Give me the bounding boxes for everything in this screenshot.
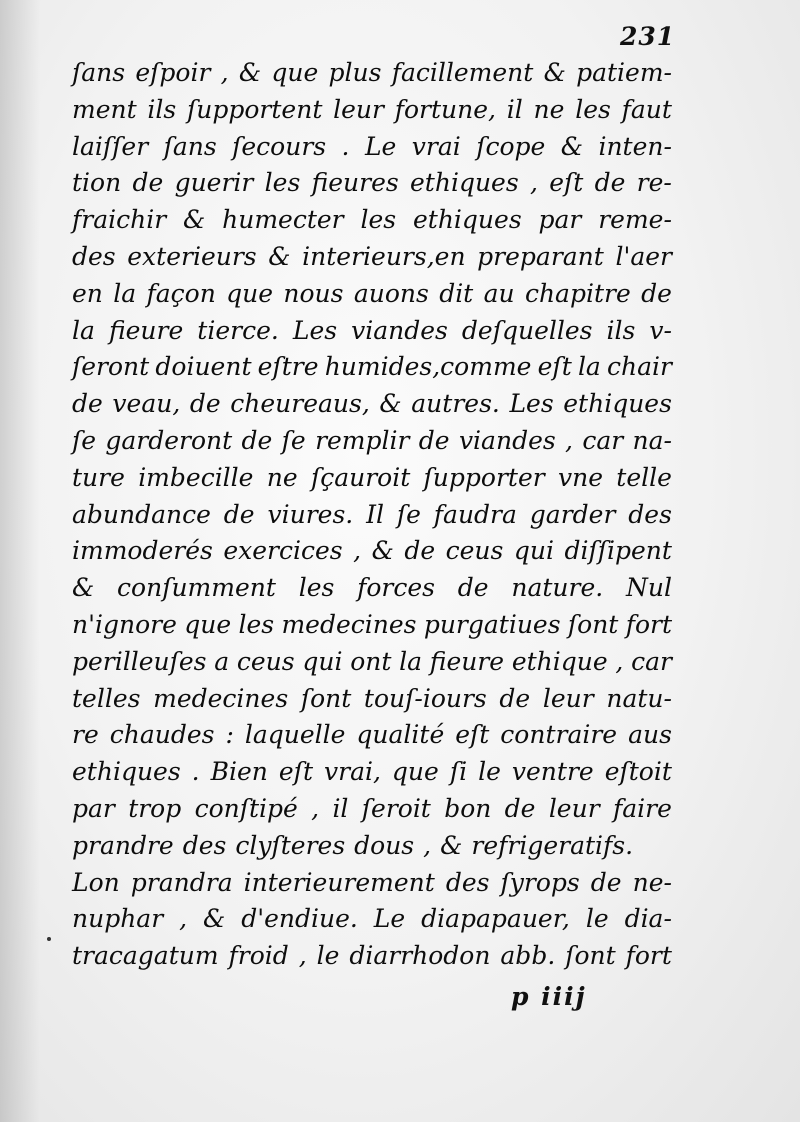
word: immoderés: [72, 536, 213, 566]
word: le: [316, 941, 340, 971]
word: de: [504, 793, 536, 823]
word: chapitre: [524, 278, 631, 308]
word: &: [440, 830, 463, 860]
word: de: [499, 683, 531, 713]
word: tracagatum: [72, 941, 219, 971]
word: ſont: [567, 609, 619, 639]
word: les: [298, 573, 335, 603]
word: garder: [529, 499, 616, 529]
word: qualité: [356, 720, 445, 750]
word: ,: [220, 58, 229, 87]
word: n'ignore: [72, 609, 177, 639]
word: de: [457, 573, 489, 603]
text-line: [72, 901, 672, 938]
word: forces: [357, 573, 435, 603]
word: ,: [423, 830, 432, 860]
word: ſyrops: [500, 867, 580, 897]
word: leur: [542, 683, 594, 713]
word: prandre: [72, 830, 174, 860]
text-line: [72, 92, 672, 129]
word: ethiques: [72, 757, 181, 787]
word: Les: [509, 389, 554, 419]
word: vrai: [411, 131, 461, 161]
word: inten-: [598, 131, 672, 161]
word: les: [575, 94, 611, 124]
word: autres.: [411, 389, 500, 419]
word: medecines: [153, 683, 289, 713]
word: re-: [636, 168, 672, 198]
text-line: [72, 754, 672, 791]
word: de: [404, 536, 436, 566]
word: ſupportent: [187, 94, 323, 124]
word: &: [379, 389, 402, 419]
word: ,: [311, 793, 320, 823]
word: ,: [615, 646, 624, 676]
word: perilleuſes: [72, 646, 207, 676]
word: de: [594, 168, 626, 198]
word: d'endiue.: [241, 904, 358, 934]
word: qui: [302, 646, 343, 676]
word: fieure: [108, 315, 184, 345]
word: les: [360, 205, 397, 235]
word: vrai,: [324, 757, 381, 787]
word: fieure: [429, 646, 505, 676]
word: &: [268, 241, 291, 271]
word: &: [183, 205, 206, 235]
word: des: [445, 867, 490, 897]
text-line: [72, 165, 672, 202]
word: la: [72, 315, 95, 345]
word: tierce.: [197, 315, 279, 345]
word: cheureaus,: [230, 389, 370, 419]
word: trop: [128, 793, 182, 823]
text-line: [72, 938, 672, 975]
word: doiuent: [155, 352, 252, 382]
word: telle: [616, 462, 672, 492]
word: remplir: [315, 425, 410, 455]
word: ſe: [396, 499, 421, 529]
word: viures.: [267, 499, 354, 529]
word: ,: [529, 168, 538, 198]
word: il: [506, 94, 523, 124]
text-line: [72, 460, 672, 497]
word: par: [538, 205, 582, 235]
word: telles: [72, 683, 141, 713]
word: laquelle: [244, 720, 346, 750]
word: les: [264, 168, 301, 198]
word: qui: [513, 536, 554, 566]
word: conſumment: [117, 573, 276, 603]
ink-speck: [47, 937, 51, 941]
word: ,: [565, 425, 573, 455]
word: nous: [283, 278, 344, 308]
word: a: [214, 646, 230, 676]
word: l'aer: [615, 241, 672, 271]
text-line: [72, 55, 672, 92]
word: tion: [72, 168, 122, 198]
word: &: [238, 58, 262, 87]
word: exterieurs: [127, 241, 257, 271]
word: des: [182, 830, 227, 860]
text-line: [72, 791, 672, 828]
word: aus: [628, 720, 672, 750]
text-line: [72, 717, 672, 754]
word: ont: [350, 646, 392, 676]
word: auons: [353, 278, 429, 308]
word: :: [225, 720, 234, 750]
word: contraire: [500, 720, 618, 750]
word: de: [641, 278, 672, 308]
word: Nul: [626, 573, 672, 603]
text-line: [72, 313, 672, 350]
word: &: [203, 904, 226, 934]
word: leur: [548, 793, 600, 823]
word: la: [399, 646, 423, 676]
word: ſans: [72, 58, 126, 87]
word: ſcope: [476, 131, 546, 161]
word: Bien: [210, 757, 268, 787]
word: plus: [328, 58, 382, 87]
word: preparant: [477, 241, 604, 271]
word: car: [631, 646, 672, 676]
word: ſeront: [72, 352, 150, 382]
word: le: [585, 904, 609, 934]
word: ils: [606, 315, 636, 345]
word: faudra: [433, 499, 517, 529]
word: eſt: [455, 720, 490, 750]
word: en: [72, 278, 103, 308]
word: exercices: [223, 536, 343, 566]
text-line: [72, 276, 672, 313]
word: &: [371, 536, 394, 566]
word: Le: [364, 131, 397, 161]
text-line: [72, 349, 672, 386]
text-line: [72, 497, 672, 534]
word: ethiques: [563, 389, 672, 419]
word: .: [191, 757, 200, 787]
word: fort: [625, 941, 672, 971]
word: fort: [625, 609, 672, 639]
word: Le: [373, 904, 406, 934]
word: ethiques: [412, 205, 522, 235]
text-line: [72, 644, 672, 681]
word: des: [72, 241, 116, 271]
word: il: [332, 793, 349, 823]
word: ſont: [300, 683, 352, 713]
word: abundance: [72, 499, 211, 529]
word: abb.: [500, 941, 556, 971]
word: fieures: [311, 168, 399, 198]
word: humecter: [222, 205, 344, 235]
word: eſt: [537, 352, 572, 382]
word: que: [184, 609, 232, 639]
text-line: [72, 533, 672, 570]
text-line: [72, 570, 672, 607]
word: chair: [607, 352, 672, 382]
word: touſ-iours: [363, 683, 487, 713]
word: ſans: [163, 131, 217, 161]
word: dit: [439, 278, 474, 308]
text-line: [72, 129, 672, 166]
word: de: [418, 425, 450, 455]
word: Les: [292, 315, 338, 345]
word: ſe: [72, 425, 97, 455]
word: patiem-: [576, 58, 672, 87]
word: ,: [353, 536, 362, 566]
word: de: [189, 389, 221, 419]
word: diarrhodon: [349, 941, 491, 971]
text-line: [72, 828, 672, 865]
word: de: [241, 425, 273, 455]
word: guerir: [174, 168, 254, 198]
word: par: [72, 793, 115, 823]
word: eſtoit: [604, 757, 672, 787]
word: froid: [228, 941, 289, 971]
word: nuphar: [72, 904, 164, 934]
word: &: [543, 58, 566, 87]
word: eſpoir: [135, 58, 211, 87]
word: chaudes: [109, 720, 215, 750]
text-line: [72, 865, 672, 902]
word: diſſipent: [564, 536, 672, 566]
word: &: [560, 131, 584, 161]
word: ſupporter: [423, 462, 545, 492]
word: eſtre: [257, 352, 319, 382]
text-line: [72, 423, 672, 460]
word: ceus: [445, 536, 504, 566]
word: veau,: [112, 389, 181, 419]
word: car: [582, 425, 624, 455]
text-line: [72, 202, 672, 239]
word: dous: [354, 830, 415, 860]
word: ment: [72, 94, 137, 124]
word: ceus: [236, 646, 295, 676]
word: Il: [366, 499, 384, 529]
word: que: [226, 278, 274, 308]
body-text: [72, 55, 672, 975]
word: façon: [146, 278, 216, 308]
word: de: [72, 389, 103, 419]
word: humides,comme: [324, 352, 532, 382]
word: viandes: [351, 315, 448, 345]
word: na-: [632, 425, 672, 455]
word: nature.: [511, 573, 604, 603]
word: .: [341, 131, 350, 161]
word: interieurement: [243, 867, 435, 897]
word: ethique: [511, 646, 608, 676]
text-line: [72, 239, 672, 276]
word: medecines: [281, 609, 417, 639]
word: interieurs,en: [302, 241, 466, 271]
word: ils: [147, 94, 177, 124]
text-line: [72, 681, 672, 718]
word: les: [238, 609, 275, 639]
word: v-: [649, 315, 672, 345]
word: ethiques: [410, 168, 519, 198]
word: natu-: [606, 683, 672, 713]
word: de: [223, 499, 255, 529]
word: Lon: [72, 867, 120, 897]
word: prandra: [130, 867, 233, 897]
word: clyſteres: [235, 830, 346, 860]
word: le: [478, 757, 501, 787]
word: reme-: [598, 205, 672, 235]
word: ſçauroit: [310, 462, 411, 492]
word: la: [113, 278, 137, 308]
word: purgatiues: [423, 609, 561, 639]
word: eſt: [278, 757, 313, 787]
word: ,: [179, 904, 188, 934]
word: viandes: [458, 425, 556, 455]
word: que: [391, 757, 439, 787]
page-number: 231: [620, 22, 676, 51]
word: conſtipé: [194, 793, 298, 823]
word: garderont: [105, 425, 233, 455]
text-line: [72, 607, 672, 644]
word: faut: [621, 94, 672, 124]
word: diapapauer,: [421, 904, 570, 934]
word: ne: [533, 94, 565, 124]
word: au: [483, 278, 515, 308]
word: fortune,: [394, 94, 496, 124]
word: ne-: [632, 867, 672, 897]
signature-mark: p iiij: [511, 982, 587, 1011]
word: refrigeratifs.: [471, 830, 634, 860]
word: ſont: [565, 941, 616, 971]
word: facillement: [391, 58, 534, 87]
word: re: [72, 720, 99, 750]
word: leur: [333, 94, 384, 124]
word: de: [590, 867, 622, 897]
word: imbecille: [138, 462, 254, 492]
text-line: [72, 386, 672, 423]
word: la: [577, 352, 601, 382]
word: ſecours: [232, 131, 327, 161]
word: ,: [298, 941, 307, 971]
word: dia-: [624, 904, 672, 934]
word: deſquelles: [461, 315, 593, 345]
word: ne: [266, 462, 298, 492]
word: fraichir: [72, 205, 167, 235]
word: ventre: [511, 757, 594, 787]
word: ſe: [281, 425, 306, 455]
word: des: [628, 499, 672, 529]
word: ture: [72, 462, 125, 492]
word: que: [271, 58, 319, 87]
word: &: [72, 573, 95, 603]
word: de: [132, 168, 164, 198]
word: ſeroit: [361, 793, 431, 823]
word: ſi: [449, 757, 468, 787]
word: bon: [444, 793, 492, 823]
word: vne: [557, 462, 604, 492]
word: laiſſer: [72, 131, 149, 161]
word: eſt: [549, 168, 584, 198]
word: faire: [612, 793, 672, 823]
